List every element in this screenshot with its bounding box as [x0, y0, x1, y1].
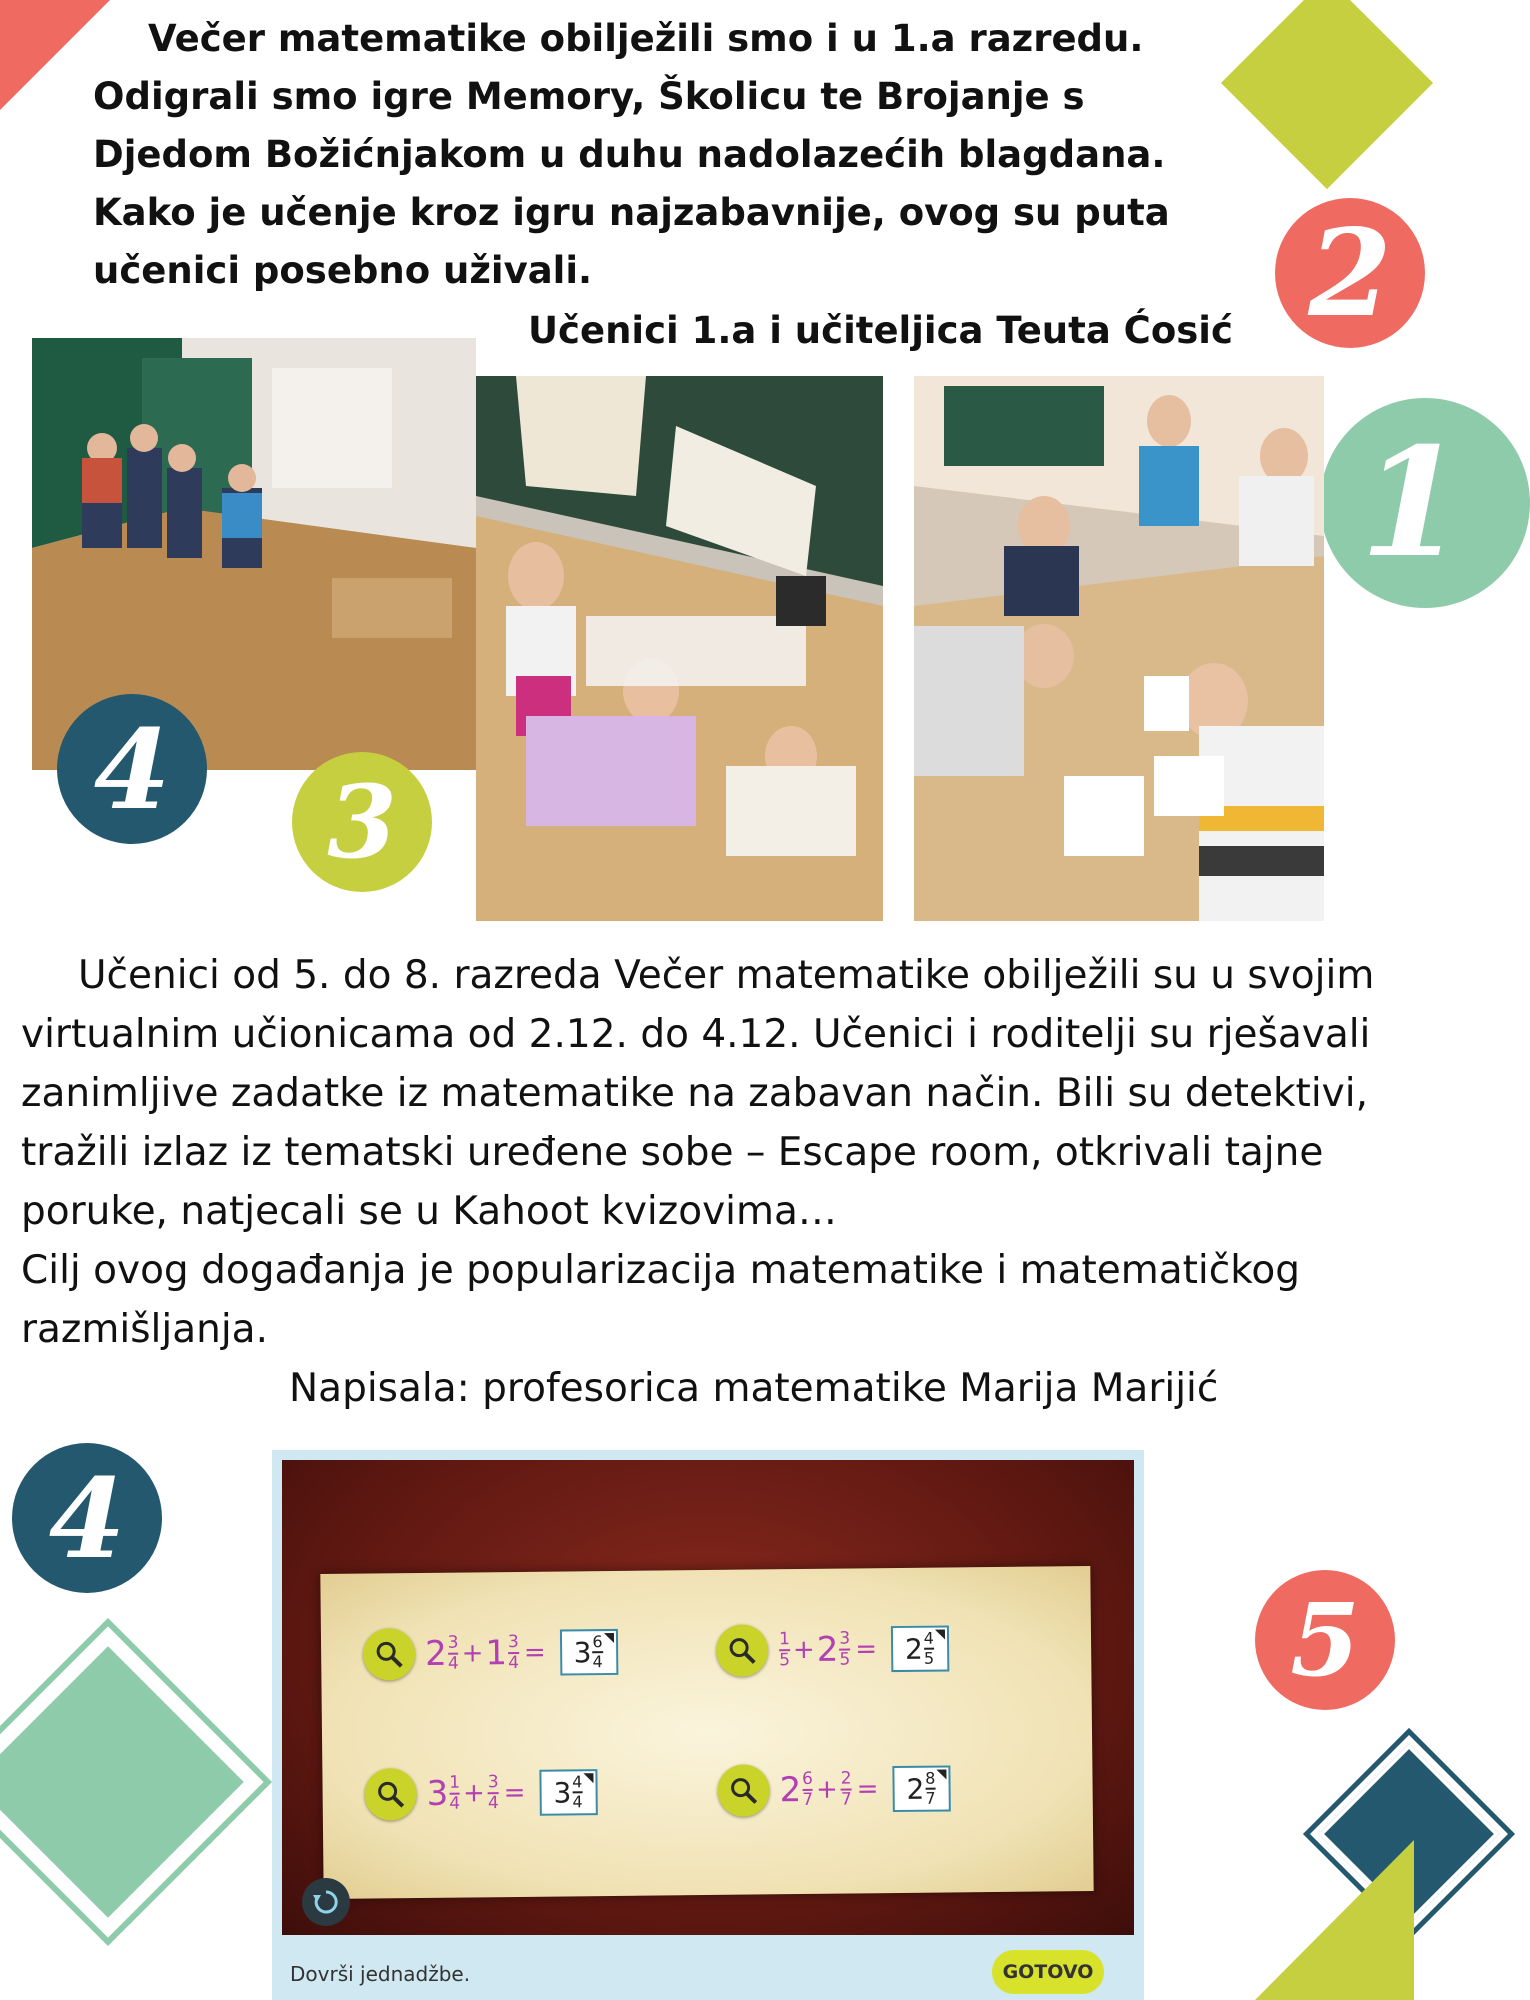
intro-line-4: Kako je učenje kroz igru najzabavnije, ovog su puta — [93, 191, 1170, 234]
badge-number-5: 5 — [1255, 1570, 1395, 1710]
photo-girls-drawing — [476, 376, 883, 921]
fraction: $\frac{3}{4}$ — [487, 1772, 499, 1814]
badge-number-1: 1 — [1320, 398, 1530, 608]
equation-row-4 — [717, 1762, 950, 1816]
magnifier-icon[interactable] — [717, 1764, 770, 1817]
intro-signature: Učenici 1.a i učiteljica Teuta Ćosić — [528, 309, 1233, 352]
answer-box-2[interactable]: 2 $\frac{4}{5}$ — [891, 1625, 949, 1672]
equation-row-1 — [363, 1626, 618, 1681]
badge-number-4-bottom: 4 — [12, 1443, 162, 1593]
magnifier-icon[interactable] — [363, 1628, 416, 1681]
fraction: $\frac{3}{4}$ — [507, 1631, 520, 1674]
fraction: $\frac{4}{5}$ — [923, 1628, 935, 1668]
fraction: $\frac{2}{7}$ — [840, 1768, 852, 1810]
article-line-6: Cilj ovog događanja je popularizacija matematike i matematičkog — [21, 1248, 1301, 1293]
article-line-4: tražili izlaz iz tematski uređene sobe – Escape room, otkrivali tajne — [21, 1130, 1324, 1175]
answer-box-4[interactable]: 2 $\frac{8}{7}$ — [892, 1765, 950, 1812]
answer-box-3[interactable]: 3 $\frac{4}{4}$ — [539, 1769, 597, 1816]
answer-box-1[interactable]: 3 $\frac{6}{4}$ — [559, 1629, 617, 1676]
refresh-icon[interactable] — [302, 1878, 350, 1926]
intro-line-3: Djedom Božićnjakom u duhu nadolazećih blagdana. — [93, 133, 1166, 176]
article-line-1: Učenici od 5. do 8. razreda Večer matematike obilježili su u svojim — [78, 953, 1375, 998]
photo-boys-cards — [914, 376, 1324, 921]
magnifier-icon[interactable] — [716, 1624, 769, 1677]
equation-3: 3 $\frac{1}{4}$ + $\frac{3}{4}$ = — [426, 1772, 526, 1814]
intro-line-2: Odigrali smo igre Memory, Školicu te Brojanje s — [93, 75, 1085, 118]
lime-corner-triangle — [1255, 1840, 1414, 2000]
equation-4: 2 $\frac{6}{7}$ + $\frac{2}{7}$ = — [779, 1768, 879, 1811]
game-board — [282, 1460, 1134, 1935]
equation-row-3 — [364, 1766, 597, 1820]
fraction: $\frac{3}{4}$ — [447, 1632, 459, 1674]
magnifier-icon[interactable] — [364, 1768, 417, 1821]
parchment-panel — [320, 1566, 1093, 1899]
intro-line-1: Večer matematike obilježili smo i u 1.a razredu. — [148, 17, 1144, 60]
equation-2: $\frac{1}{5}$ + 2 $\frac{3}{5}$ = — [778, 1628, 878, 1671]
intro-paragraph — [93, 10, 1253, 300]
fraction: $\frac{4}{4}$ — [572, 1772, 583, 1812]
fraction: $\frac{6}{4}$ — [592, 1632, 603, 1672]
article-paragraph — [21, 946, 1391, 1359]
article-line-2: virtualnim učionicama od 2.12. do 4.12. Učenici i roditelji su rješavali — [21, 1012, 1371, 1057]
badge-number-4-top: 4 — [57, 694, 207, 844]
fraction: $\frac{6}{7}$ — [802, 1768, 814, 1811]
article-line-7: razmišljanja. — [21, 1307, 268, 1352]
article-signature: Napisala: profesorica matematike Marija Marijić — [289, 1366, 1219, 1411]
fraction: $\frac{8}{7}$ — [925, 1768, 936, 1808]
fraction: $\frac{3}{5}$ — [839, 1628, 851, 1670]
badge-number-3: 3 — [292, 752, 432, 892]
fraction: $\frac{1}{5}$ — [778, 1629, 791, 1671]
badge-number-2: 2 — [1275, 198, 1425, 348]
game-instruction: Dovrši jednadžbe. — [290, 1962, 471, 1986]
intro-line-5: učenici posebno uživali. — [93, 249, 593, 292]
article-line-3: zanimljive zadatke iz matematike na zabavan način. Bili su detektivi, — [21, 1071, 1368, 1116]
done-button[interactable]: GOTOVO — [992, 1950, 1104, 1994]
math-game-screenshot — [272, 1450, 1144, 2000]
fraction: $\frac{1}{4}$ — [449, 1772, 461, 1814]
equation-row-2 — [716, 1622, 949, 1676]
article-line-5: poruke, natjecali se u Kahoot kvizovima… — [21, 1189, 837, 1234]
equation-1: 2 $\frac{3}{4}$ + 1 $\frac{3}{4}$ = — [424, 1631, 546, 1674]
mint-diamond-left — [0, 1641, 249, 1924]
